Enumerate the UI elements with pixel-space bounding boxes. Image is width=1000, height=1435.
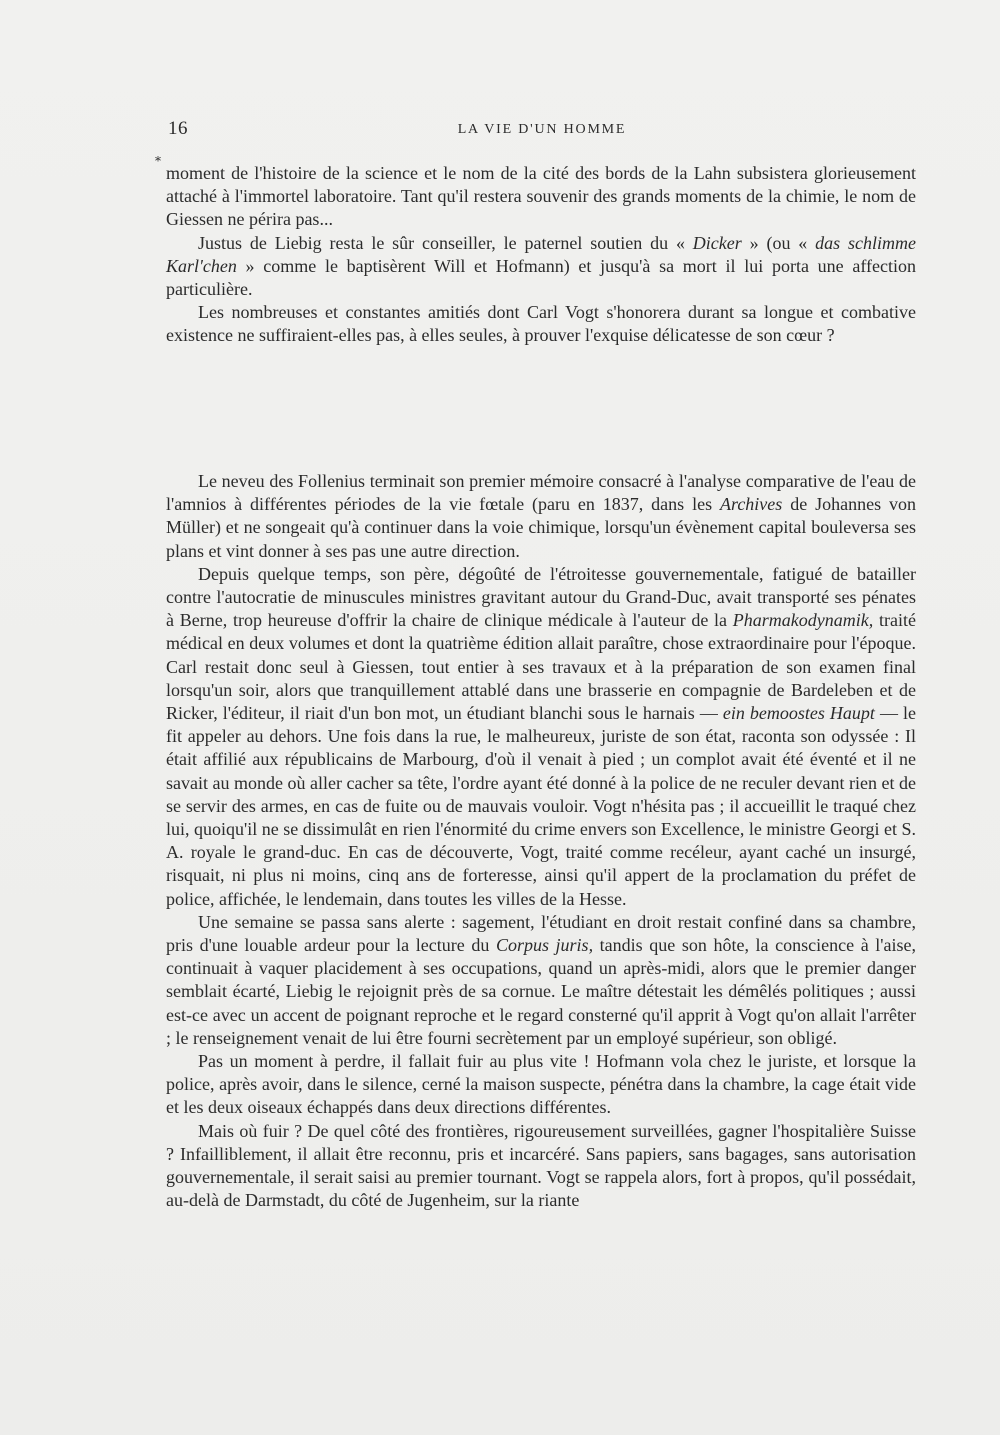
text-section-2 [166,470,916,1213]
paragraph-text: Les nombreuses et constantes amitiés dont Carl Vogt s'honorera durant sa longue et combative existence ne suffiraient-elles pas, à elles seules, à prouver l'exquise délicatesse de son cœur ? [166,302,916,346]
page-number: 16 [168,118,188,139]
paragraph-text: tandis que son hôte, la conscience à l'aise, continuait à vaquer placidement à ses occupations, quand un après-midi, alors que le premier danger semblait écarté, Liebig le rejoignit près de sa cornue. Le maître détestait les démêlés politiques ; aussi est-ce avec un accent de poignant reproche et le regard consterné qu'il apprit à Vogt qu'on allait l'arrêter ; le renseignement venait de lui être fourni secrètement par un employé supérieur, son obligé. [166,935,917,1048]
paragraph-text: Une semaine se passa sans alerte : sagement, l'étudiant en droit restait confiné dans sa chambre, pris d'une louable ardeur pour la lecture du [166,911,916,956]
paragraph [166,563,916,911]
paragraph-text: » comme le baptisèrent Will et Hofmann) et jusqu'à sa mort il lui porta une affection particulière. [166,255,916,300]
paragraph [166,911,916,1050]
text-section-1 [166,162,916,348]
italic-term: Pharmakodynamik, [732,610,874,631]
paragraph [166,1050,916,1120]
paragraph-text: traité médical en deux volumes et dont la quatrième édition allait paraître, chose extraordinaire pour l'époque. Carl restait donc seul à Giessen, tout entier à ses travaux et à la préparation de son examen final lorsqu'un soir, alors que tranquillement attablé dans une brasserie en compagnie de Bardeleben et de Ricker, l'éditeur, il riait d'un bon mot, un étudiant blanchi sous le harnais — [166,610,916,724]
italic-term: Corpus juris, [495,935,594,956]
paragraph-text: Depuis quelque temps, son père, dégoûté de l'étroitesse gouvernementale, fatigué de batailler contre l'autocratie de minuscules ministres gravitant autour du Grand-Duc, avait transporté ses pénates à Berne, trop heureuse d'offrir la chaire de clinique médicale à l'auteur de la [166,563,916,631]
italic-term: das schlimme Karl'chen [166,232,916,276]
italic-term: Archives [719,494,783,515]
paragraph [166,232,916,302]
paragraph [166,162,916,232]
italic-term: ein bemoostes Haupt [722,703,875,724]
paragraph [166,301,916,347]
italic-term: Dicker [692,232,742,253]
asterisk-mark: * [155,154,161,168]
paragraph-text: Pas un moment à perdre, il fallait fuir au plus vite ! Hofmann vola chez le juriste, et lorsque la police, après avoir, dans le silence, cerné la maison suspecte, pénétra dans la chambre, la cage était vide et les deux oiseaux échappés dans deux directions différentes. [166,1051,916,1118]
paragraph-text: Le neveu des Follenius terminait son premier mémoire consacré à l'analyse comparative de l'eau de l'amnios à différentes périodes de la vie fœtale (paru en 1837, dans les [166,471,916,515]
page-header [168,118,916,148]
paragraph [166,470,916,563]
paragraph-text: — le fit appeler au dehors. Une fois dans la rue, le malheureux, juriste de son état, raconta son odyssée : Il était affilié aux républicains de Marbourg, d'où il venait à pied ; un complot avait été éventé et il ne savait au monde où aller cacher sa tête, l'ordre ayant été donné à la police de ne reculer devant rien et de se servir des armes, en cas de fuite ou de mauvais vouloir. Vogt n'hésita pas ; il accueillit le traqué chez lui, quoiqu'il ne se dissimulât en rien l'énormité du crime envers son Excellence, le ministre Georgi et S. A. royale le grand-duc. En cas de découverte, Vogt, traité comme recéleur, ayant caché un insurgé, risquait, ni plus ni moins, cinq ans de forteresse, ainsi qu'il appert de la proclamation du préfet de police, affichée, le lendemain, dans toutes les villes de la Hesse. [166,703,916,909]
paragraph-text: » (ou « [741,232,816,253]
paragraph-text: Mais où fuir ? De quel côté des frontières, rigoureusement surveillées, gagner l'hospitalière Suisse ? Infailliblement, il allait être reconnu, pris et incarcéré. Sans papiers, sans bagages, sans autorisation gouvernementale, il serait saisi au premier tournant. Vogt se rappela alors, fort à propos, qu'il possédait, au-delà de Darmstadt, du côté de Jugenheim, sur la riante [166,1120,916,1211]
paragraph-text: moment de l'histoire de la science et le nom de la cité des bords de la Lahn subsistera glorieusement attaché à l'immortel laboratoire. Tant qu'il restera souvenir des grands moments de la chimie, le nom de Giessen ne périra pas... [166,163,916,230]
running-title: LA VIE D'UN HOMME [457,122,627,137]
paragraph-text: de Johannes von Müller) et ne songeait qu'à continuer dans la voie chimique, lorsqu'un évènement capital bouleversa ses plans et vint donner à ses pas une autre direction. [166,494,916,561]
paragraph [166,1120,916,1213]
paragraph-text: Justus de Liebig resta le sûr conseiller, le paternel soutien du « [198,232,693,253]
